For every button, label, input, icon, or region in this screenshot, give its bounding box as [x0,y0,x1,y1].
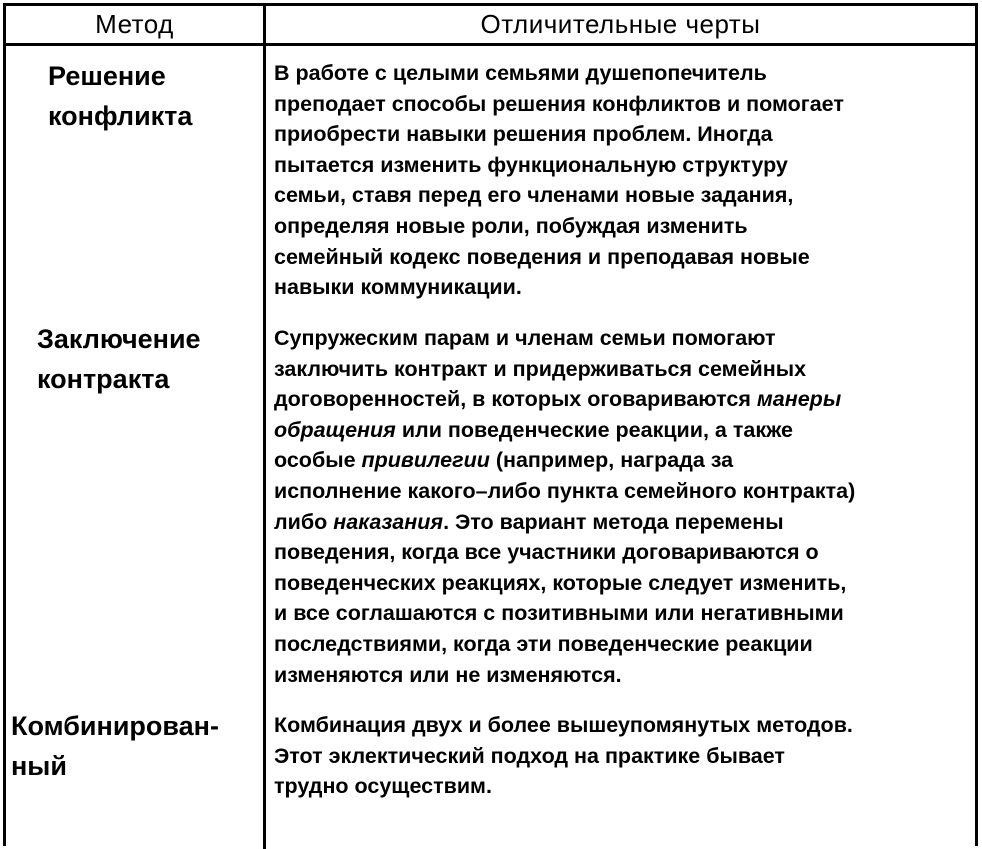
row-2-desc-line: заключить контракт и придерживаться семейных [274,356,807,381]
row-3-method [11,706,219,786]
desc-emphasis: манеры [756,387,842,412]
row-1-method-line-2: конфликта [48,101,193,131]
row-1-method [48,56,192,136]
row-2-desc-line: и все соглашаются с позитивными или негативными [274,601,844,626]
desc-emphasis: привилегии [361,448,490,473]
desc-text: договоренностей, в которых оговариваются [274,387,751,412]
table-frame [3,3,978,846]
desc-text: . Это вариант метода перемены [443,509,784,534]
header-features: Отличительные черты [480,9,761,39]
row-1-desc-line: В работе с целыми семьями душепопечитель [274,61,767,85]
row-2-desc-line: изменяются или не изменяются. [274,662,622,687]
row-2-desc-line: Супружеским парам и членам семьи помогают [274,326,776,350]
row-2-desc-line: поведенческих реакциях, которые следует изменить, [274,570,847,595]
row-3-method-line-2: ный [11,751,67,781]
row-1-desc-line: приобрести навыки решения проблем. Иногда [274,122,773,147]
desc-text: либо [274,509,328,534]
row-3-desc-line: трудно осуществим. [274,774,492,799]
row-3-method-line-1: Комбинирован- [11,711,219,741]
row-1-desc-line: пытается изменить функциональную структуру [274,152,788,177]
row-3-description [274,710,974,802]
desc-text: или поведенческие реакции, а также [401,417,794,442]
row-2-desc-line [274,384,974,415]
row-2-method [37,319,201,399]
header-divider [6,43,975,46]
row-2-desc-line: исполнение какого–либо пункта семейного контракта) [274,478,856,503]
row-1-desc-line: семьи, ставя перед его членами новые задания, [274,183,794,208]
row-2-description [274,323,974,690]
row-2-desc-line: последствиями, когда эти поведенческие реакции [274,631,813,656]
row-2-desc-line: поведения, когда все участники договариваются о [274,540,819,565]
row-1-desc-line: преподает способы решения конфликтов и помогает [274,91,844,116]
row-1-desc-line: навыки коммуникации. [274,275,522,300]
row-2-desc-line [274,415,974,446]
row-1-method-line-1: Решение [48,61,166,91]
row-1-desc-line: семейный кодекс поведения и преподавая новые [274,244,810,269]
row-1-desc-line: определяя новые роли, побуждая изменить [274,213,748,238]
row-2-method-line-2: контракта [37,364,170,394]
desc-text: (например, награда за [495,448,734,473]
row-2-desc-line [274,507,974,538]
row-1-description [274,58,974,303]
row-3-desc-line: Этот эклектический подход на практике бывает [274,743,785,768]
row-2-method-line-1: Заключение [37,324,201,354]
desc-emphasis: наказания [333,509,444,534]
row-2-desc-line [274,445,974,476]
row-3-desc-line: Комбинация двух и более вышеупомянутых методов. [274,713,853,737]
desc-text: особые [274,448,356,473]
column-divider [263,6,266,849]
header-method: Метод [95,9,174,39]
desc-emphasis: обращения [274,417,396,442]
